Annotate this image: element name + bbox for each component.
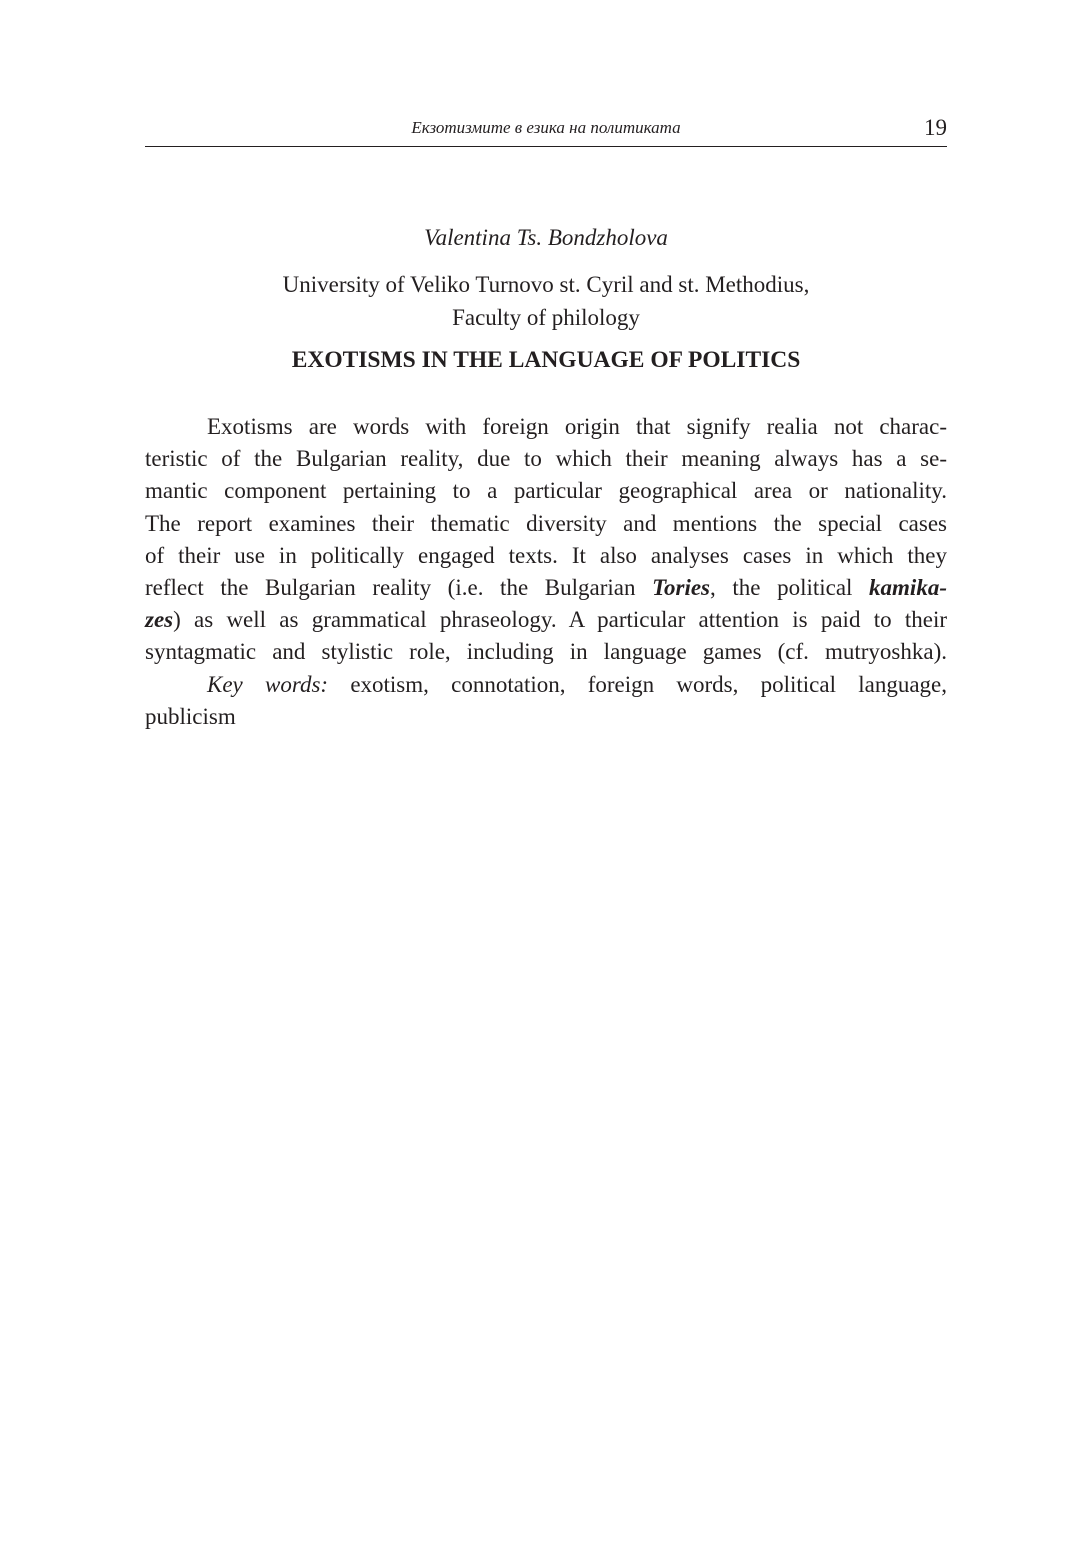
- author-name: Valentina Ts. Bondzholova: [424, 225, 668, 250]
- keywords-last-line: publicism: [145, 703, 236, 729]
- abstract-line: teristic of the Bulgarian reality, due to which their meaning always has a se-: [145, 446, 947, 472]
- abstract-line: The report examines their thematic diversity and mentions the special cases: [145, 510, 947, 536]
- term-kamikazes-end: zes: [145, 607, 174, 633]
- abstract-line: syntagmatic and stylistic role, including in language games (cf. mutryoshka).: [145, 639, 947, 665]
- abstract-text: ) as well as grammatical phraseology. A particular attention is paid to their: [173, 607, 947, 633]
- paper-title: EXOTISMS IN THE LANGUAGE OF POLITICS: [291, 347, 801, 373]
- page-number: 19: [924, 115, 947, 140]
- running-title: Екзотизмите в езика на политиката: [411, 118, 681, 137]
- abstract-line: mantic component pertaining to a particular geographical area or nationality.: [145, 478, 947, 504]
- keywords-label: Key words:: [207, 671, 329, 697]
- affiliation-line-2: Faculty of philology: [452, 305, 640, 330]
- running-header: [145, 114, 947, 147]
- affiliation: [145, 268, 947, 334]
- abstract-line: [145, 572, 947, 604]
- keywords-line: [145, 669, 947, 701]
- abstract-text: , the political: [710, 575, 870, 601]
- abstract-text: reflect the Bulgarian reality (i.e. the Bulgarian: [145, 575, 653, 601]
- term-kamikazes: kamika-: [869, 575, 947, 601]
- abstract-line: Exotisms are words with foreign origin that signify realia not charac-: [207, 414, 947, 439]
- keywords-text: exotism, connotation, foreign words, political language,: [328, 671, 947, 697]
- affiliation-line-1: University of Veliko Turnovo st. Cyril and st. Methodius,: [282, 272, 810, 297]
- abstract-line: [145, 604, 947, 636]
- abstract-line: of their use in politically engaged texts. It also analyses cases in which they: [145, 542, 947, 568]
- abstract: [145, 411, 947, 733]
- term-tories: Tories: [652, 575, 711, 601]
